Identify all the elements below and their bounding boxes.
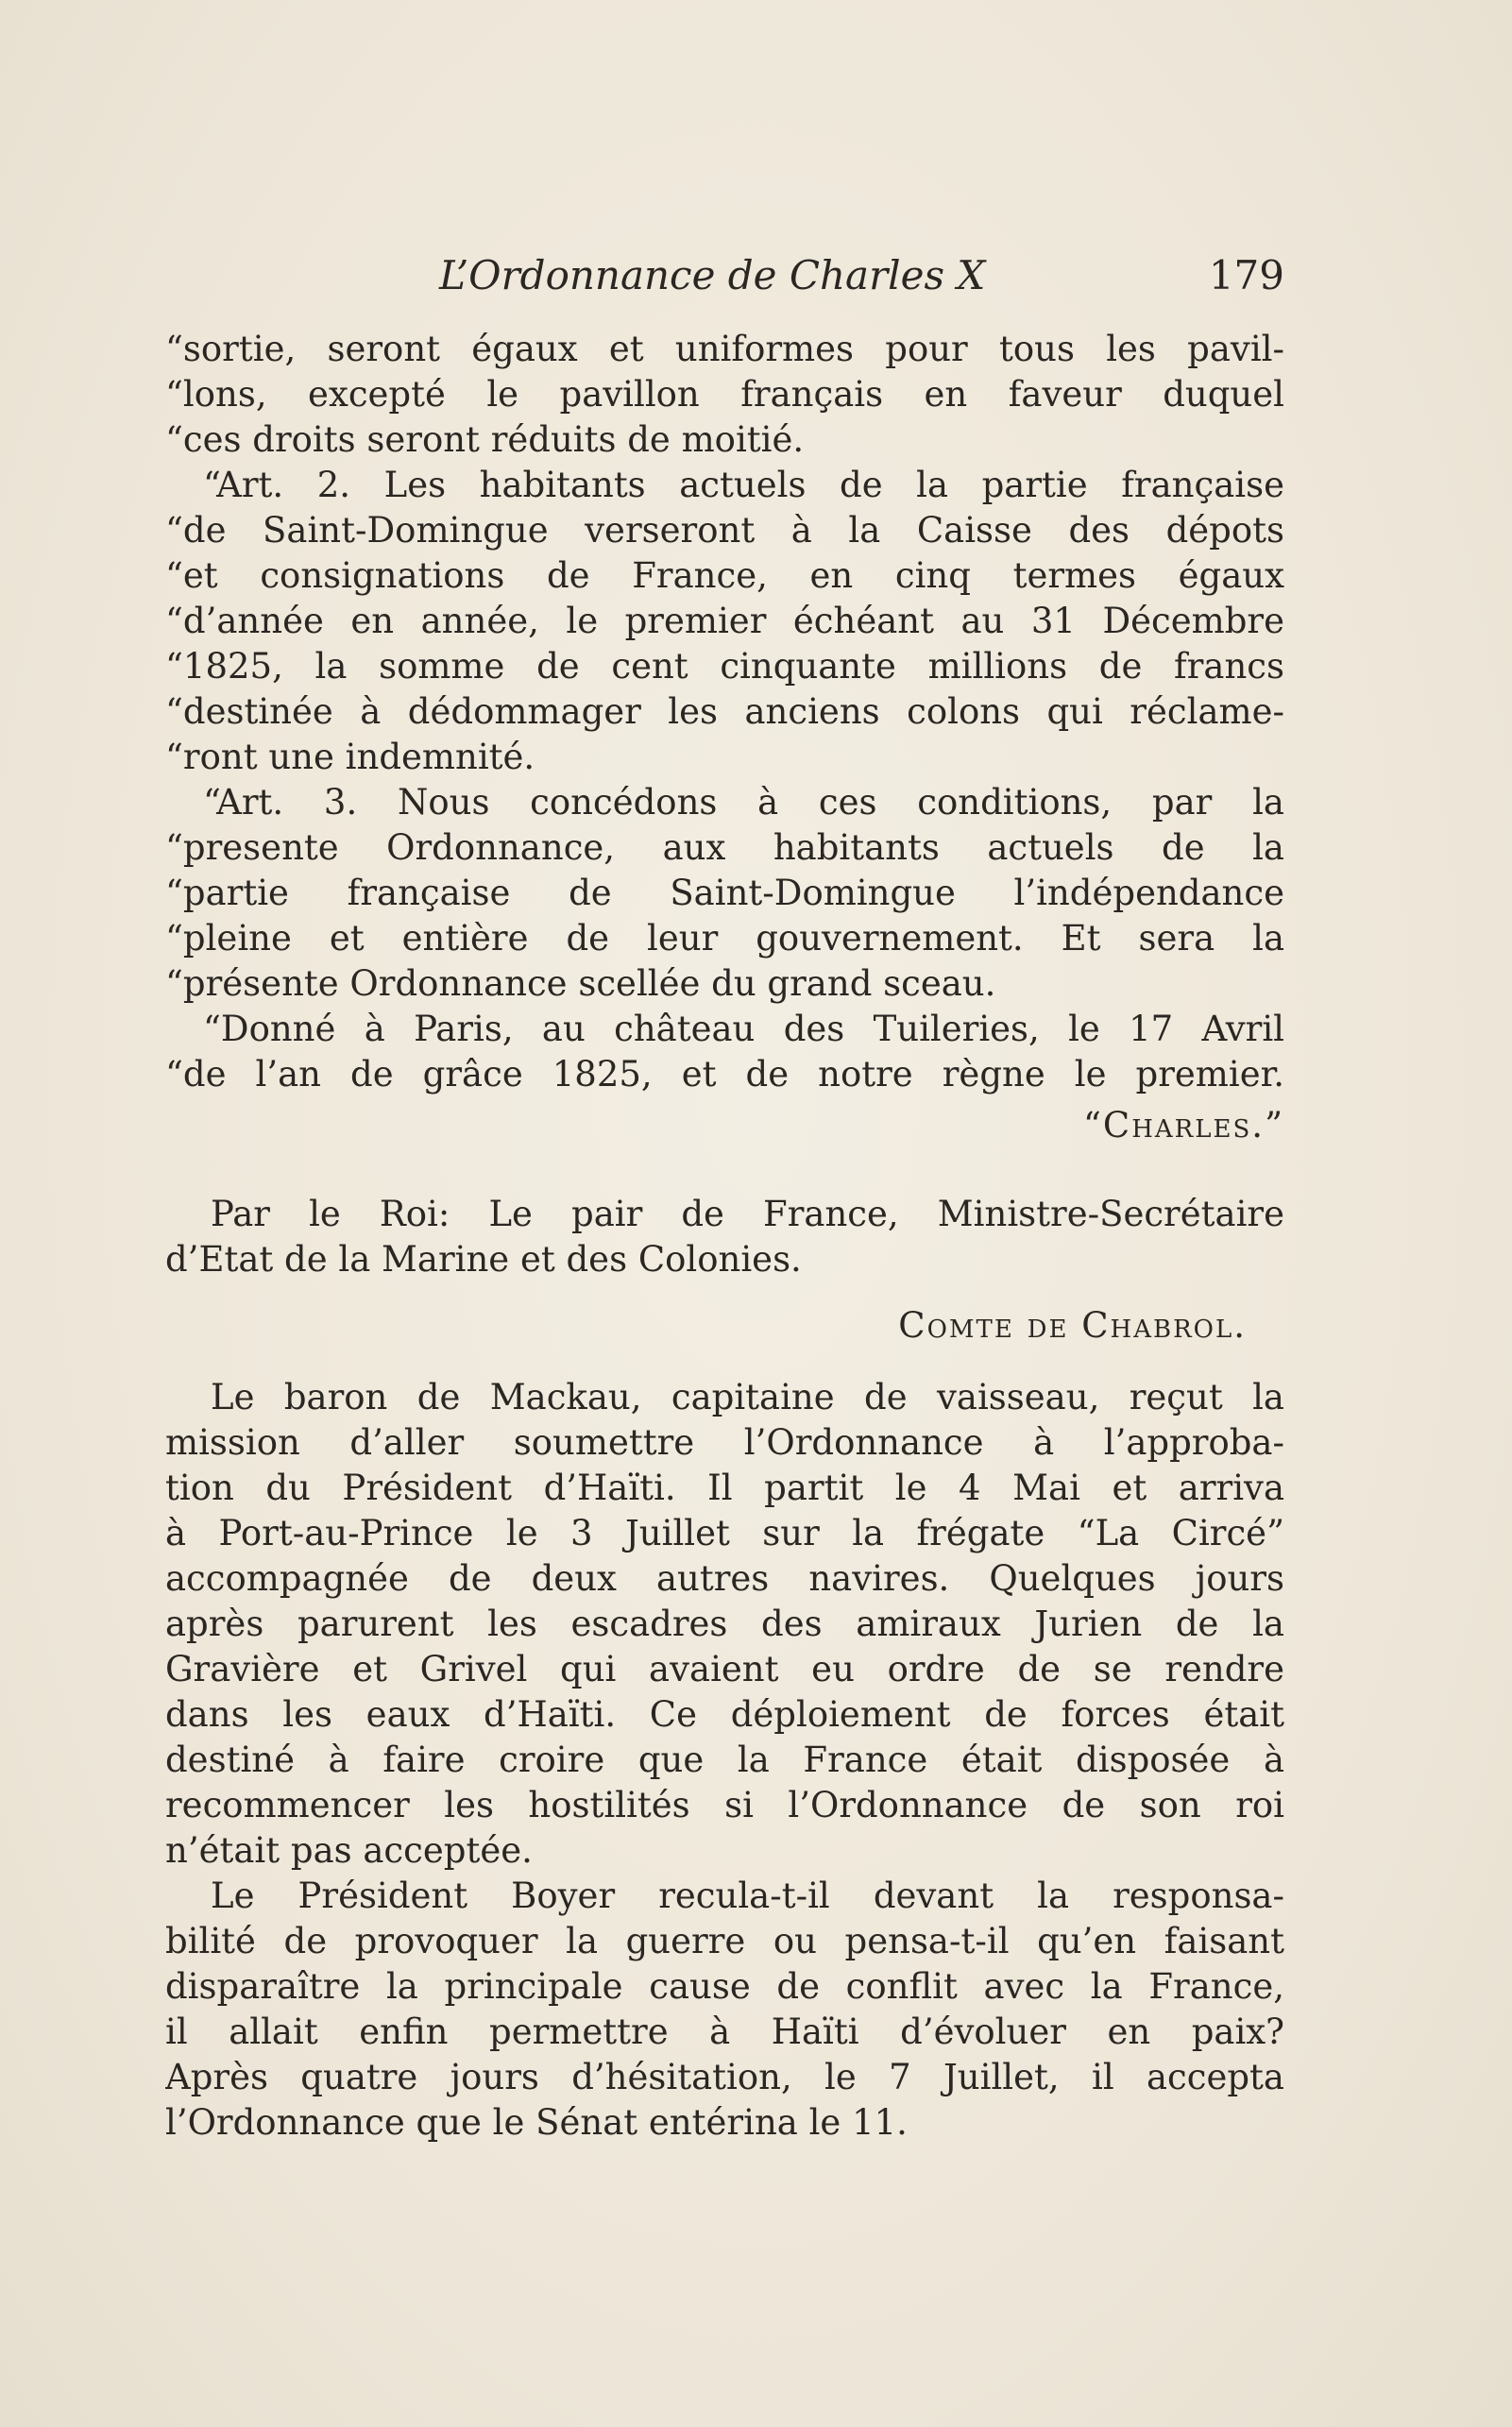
signature-minister [165, 1303, 1284, 1349]
ordinance-line: “partie française de Saint-Domingue l’indépendance [165, 873, 1284, 913]
ordinance-line: “destinée à dédommager les anciens colons qui réclame- [165, 691, 1284, 732]
ordinance-line: “presente Ordonnance, aux habitants actuels de la [165, 827, 1284, 868]
ordinance-line: “ces droits seront réduits de moitié. [165, 419, 805, 460]
paragraph-line: disparaître la principale cause de conflit avec la France, [165, 1966, 1284, 2007]
page-number: 179 [1208, 252, 1284, 298]
paragraph-line: dans les eaux d’Haïti. Ce déploiement de forces était [165, 1694, 1284, 1735]
ordinance-line: “Art. 3. Nous concédons à ces conditions, par la [203, 782, 1284, 823]
paragraph-line: après parurent les escadres des amiraux Jurien de la [165, 1604, 1284, 1644]
paragraph-line: n’était pas acceptée. [165, 1830, 533, 1871]
ordinance-line: “1825, la somme de cent cinquante millions de francs [165, 646, 1284, 687]
ordinance-line: “lons, excepté le pavillon français en faveur duquel [165, 374, 1284, 415]
paragraph-line: destiné à faire croire que la France était disposée à [165, 1740, 1284, 1780]
paragraph-line: Le baron de Mackau, capitaine de vaisseau, reçut la [211, 1377, 1284, 1417]
paragraph-boyer [165, 1874, 1284, 2146]
ordinance-line: “Art. 2. Les habitants actuels de la partie française [203, 465, 1284, 505]
countersignature [165, 1192, 1284, 1349]
paragraph-line: Le Président Boyer recula-t-il devant la responsa- [211, 1875, 1284, 1916]
ordinance-line: “d’année en année, le premier échéant au 31 Décembre [165, 601, 1284, 641]
paragraph-line: il allait enfin permettre à Haïti d’évoluer en paix? [165, 2011, 1284, 2052]
ordinance-quote [165, 327, 1284, 1148]
ordinance-line: “et consignations de France, en cinq termes égaux [165, 555, 1284, 596]
ordinance-line: “Donné à Paris, au château des Tuileries, le 17 Avril [203, 1009, 1284, 1049]
running-head [165, 247, 1284, 304]
paragraph-mackau [165, 1375, 1284, 1874]
paragraph-line: mission d’aller soumettre l’Ordonnance à l’approba- [165, 1422, 1284, 1463]
countersign-line: d’Etat de la Marine et des Colonies. [165, 1239, 802, 1280]
ordinance-line: “pleine et entière de leur gouvernement. Et sera la [165, 918, 1284, 959]
signature-king-text: “Charles.” [1083, 1105, 1284, 1146]
paragraph-line: Gravière et Grivel qui avaient eu ordre de se rendre [165, 1649, 1284, 1689]
paragraph-line: accompagnée de deux autres navires. Quelques jours [165, 1558, 1284, 1599]
signature-king [165, 1103, 1284, 1148]
paragraph-line: l’Ordonnance que le Sénat entérina le 11. [165, 2102, 908, 2143]
paragraph-line: Après quatre jours d’hésitation, le 7 Juillet, il accepta [165, 2057, 1284, 2097]
ordinance-line: “de Saint-Domingue verseront à la Caisse des dépots [165, 510, 1284, 551]
signature-minister-text: Comte de Chabrol. [898, 1305, 1247, 1346]
paragraph-line: tion du Président d’Haïti. Il partit le 4 Mai et arriva [165, 1468, 1284, 1508]
ordinance-line: “de l’an de grâce 1825, et de notre règne le premier. [165, 1054, 1284, 1095]
paragraph-line: à Port-au-Prince le 3 Juillet sur la frégate “La Circé” [165, 1513, 1284, 1553]
paragraph-line: bilité de provoquer la guerre ou pensa-t-il qu’en faisant [165, 1921, 1284, 1961]
paragraph-line: recommencer les hostilités si l’Ordonnance de son roi [165, 1785, 1284, 1825]
countersign-line: Par le Roi: Le pair de France, Ministre-Secrétaire [211, 1194, 1284, 1234]
ordinance-line: “sortie, seront égaux et uniformes pour tous les pavil- [165, 329, 1284, 369]
ordinance-line: “ront une indemnité. [165, 737, 535, 777]
ordinance-line: “présente Ordonnance scellée du grand sceau. [165, 963, 996, 1004]
running-title: L’Ordonnance de Charles X [439, 252, 986, 298]
